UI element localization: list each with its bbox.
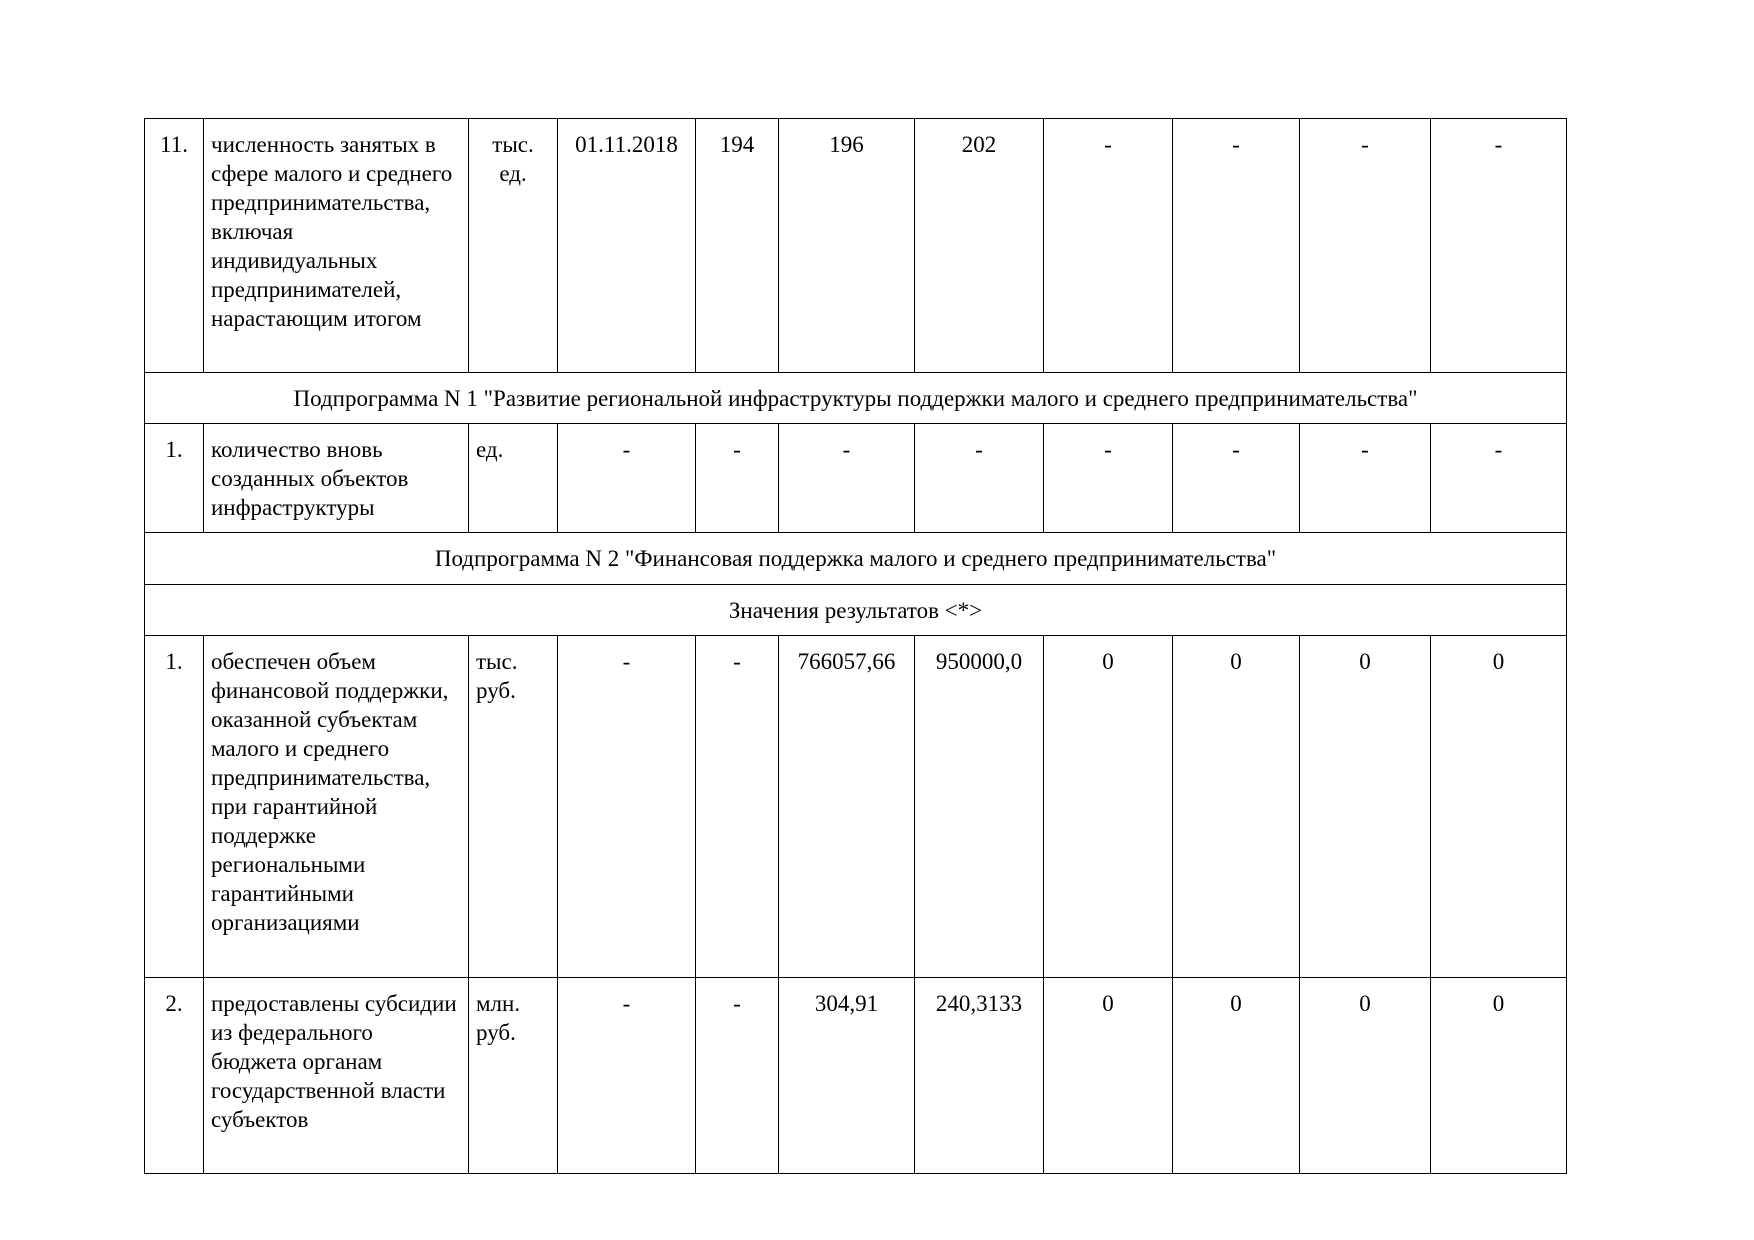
value-cell: 0 [1431,978,1567,1174]
base-date: 01.11.2018 [558,119,696,373]
value-cell: - [696,636,779,978]
table-row-financial-support [145,636,1567,978]
value-cell: 202 [915,119,1044,373]
value-cell: 304,91 [779,978,915,1174]
value-cell: - [1431,119,1567,373]
subprogram-2-row [145,533,1567,585]
value-cell: - [915,424,1044,533]
value-cell: 0 [1431,636,1567,978]
value-cell: 950000,0 [915,636,1044,978]
value-cell: 0 [1300,978,1431,1174]
value-cell: 0 [1044,978,1173,1174]
value-cell: 0 [1044,636,1173,978]
value-cell: - [558,636,696,978]
value-cell: - [1044,424,1173,533]
indicators-table [144,118,1567,1174]
table-row-subsidies [145,978,1567,1174]
value-cell: 196 [779,119,915,373]
unit: млн. руб. [469,978,558,1174]
value-cell: - [1044,119,1173,373]
indicator-name: предоставлены субсидии из федерального бюджета органам государственной власти субъектов [204,978,469,1174]
unit: тыс. руб. [469,636,558,978]
value-cell: 0 [1173,978,1300,1174]
indicator-name: обеспечен объем финансовой поддержки, оказанной субъектам малого и среднего предпринимательства, при гарантийной поддержке региональными гарантийными организациями [204,636,469,978]
indicator-name: численность занятых в сфере малого и среднего предпринимательства, включая индивидуальных предпринимателей, нарастающим итогом [204,119,469,373]
value-cell: - [558,978,696,1174]
results-header-row [145,585,1567,636]
unit: тыс. ед. [469,119,558,373]
indicator-name: количество вновь созданных объектов инфраструктуры [204,424,469,533]
results-header-title: Значения результатов <*> [145,585,1567,636]
row-number: 11. [145,119,204,373]
value-cell: 0 [1173,636,1300,978]
subprogram-2-title: Подпрограмма N 2 "Финансовая поддержка малого и среднего предпринимательства" [145,533,1567,585]
value-cell: 240,3133 [915,978,1044,1174]
value-cell: 0 [1300,636,1431,978]
value-cell: - [1300,119,1431,373]
value-cell: 766057,66 [779,636,915,978]
row-number: 2. [145,978,204,1174]
table-row-employment [145,119,1567,373]
value-cell: - [1300,424,1431,533]
value-cell: - [696,978,779,1174]
value-cell: 194 [696,119,779,373]
value-cell: - [779,424,915,533]
subprogram-1-row [145,373,1567,424]
unit: ед. [469,424,558,533]
row-number: 1. [145,636,204,978]
table-row-infrastructure [145,424,1567,533]
value-cell: - [558,424,696,533]
value-cell: - [696,424,779,533]
value-cell: - [1173,424,1300,533]
row-number: 1. [145,424,204,533]
value-cell: - [1173,119,1300,373]
subprogram-1-title: Подпрограмма N 1 "Развитие региональной инфраструктуры поддержки малого и среднего предпринимательства" [145,373,1567,424]
value-cell: - [1431,424,1567,533]
